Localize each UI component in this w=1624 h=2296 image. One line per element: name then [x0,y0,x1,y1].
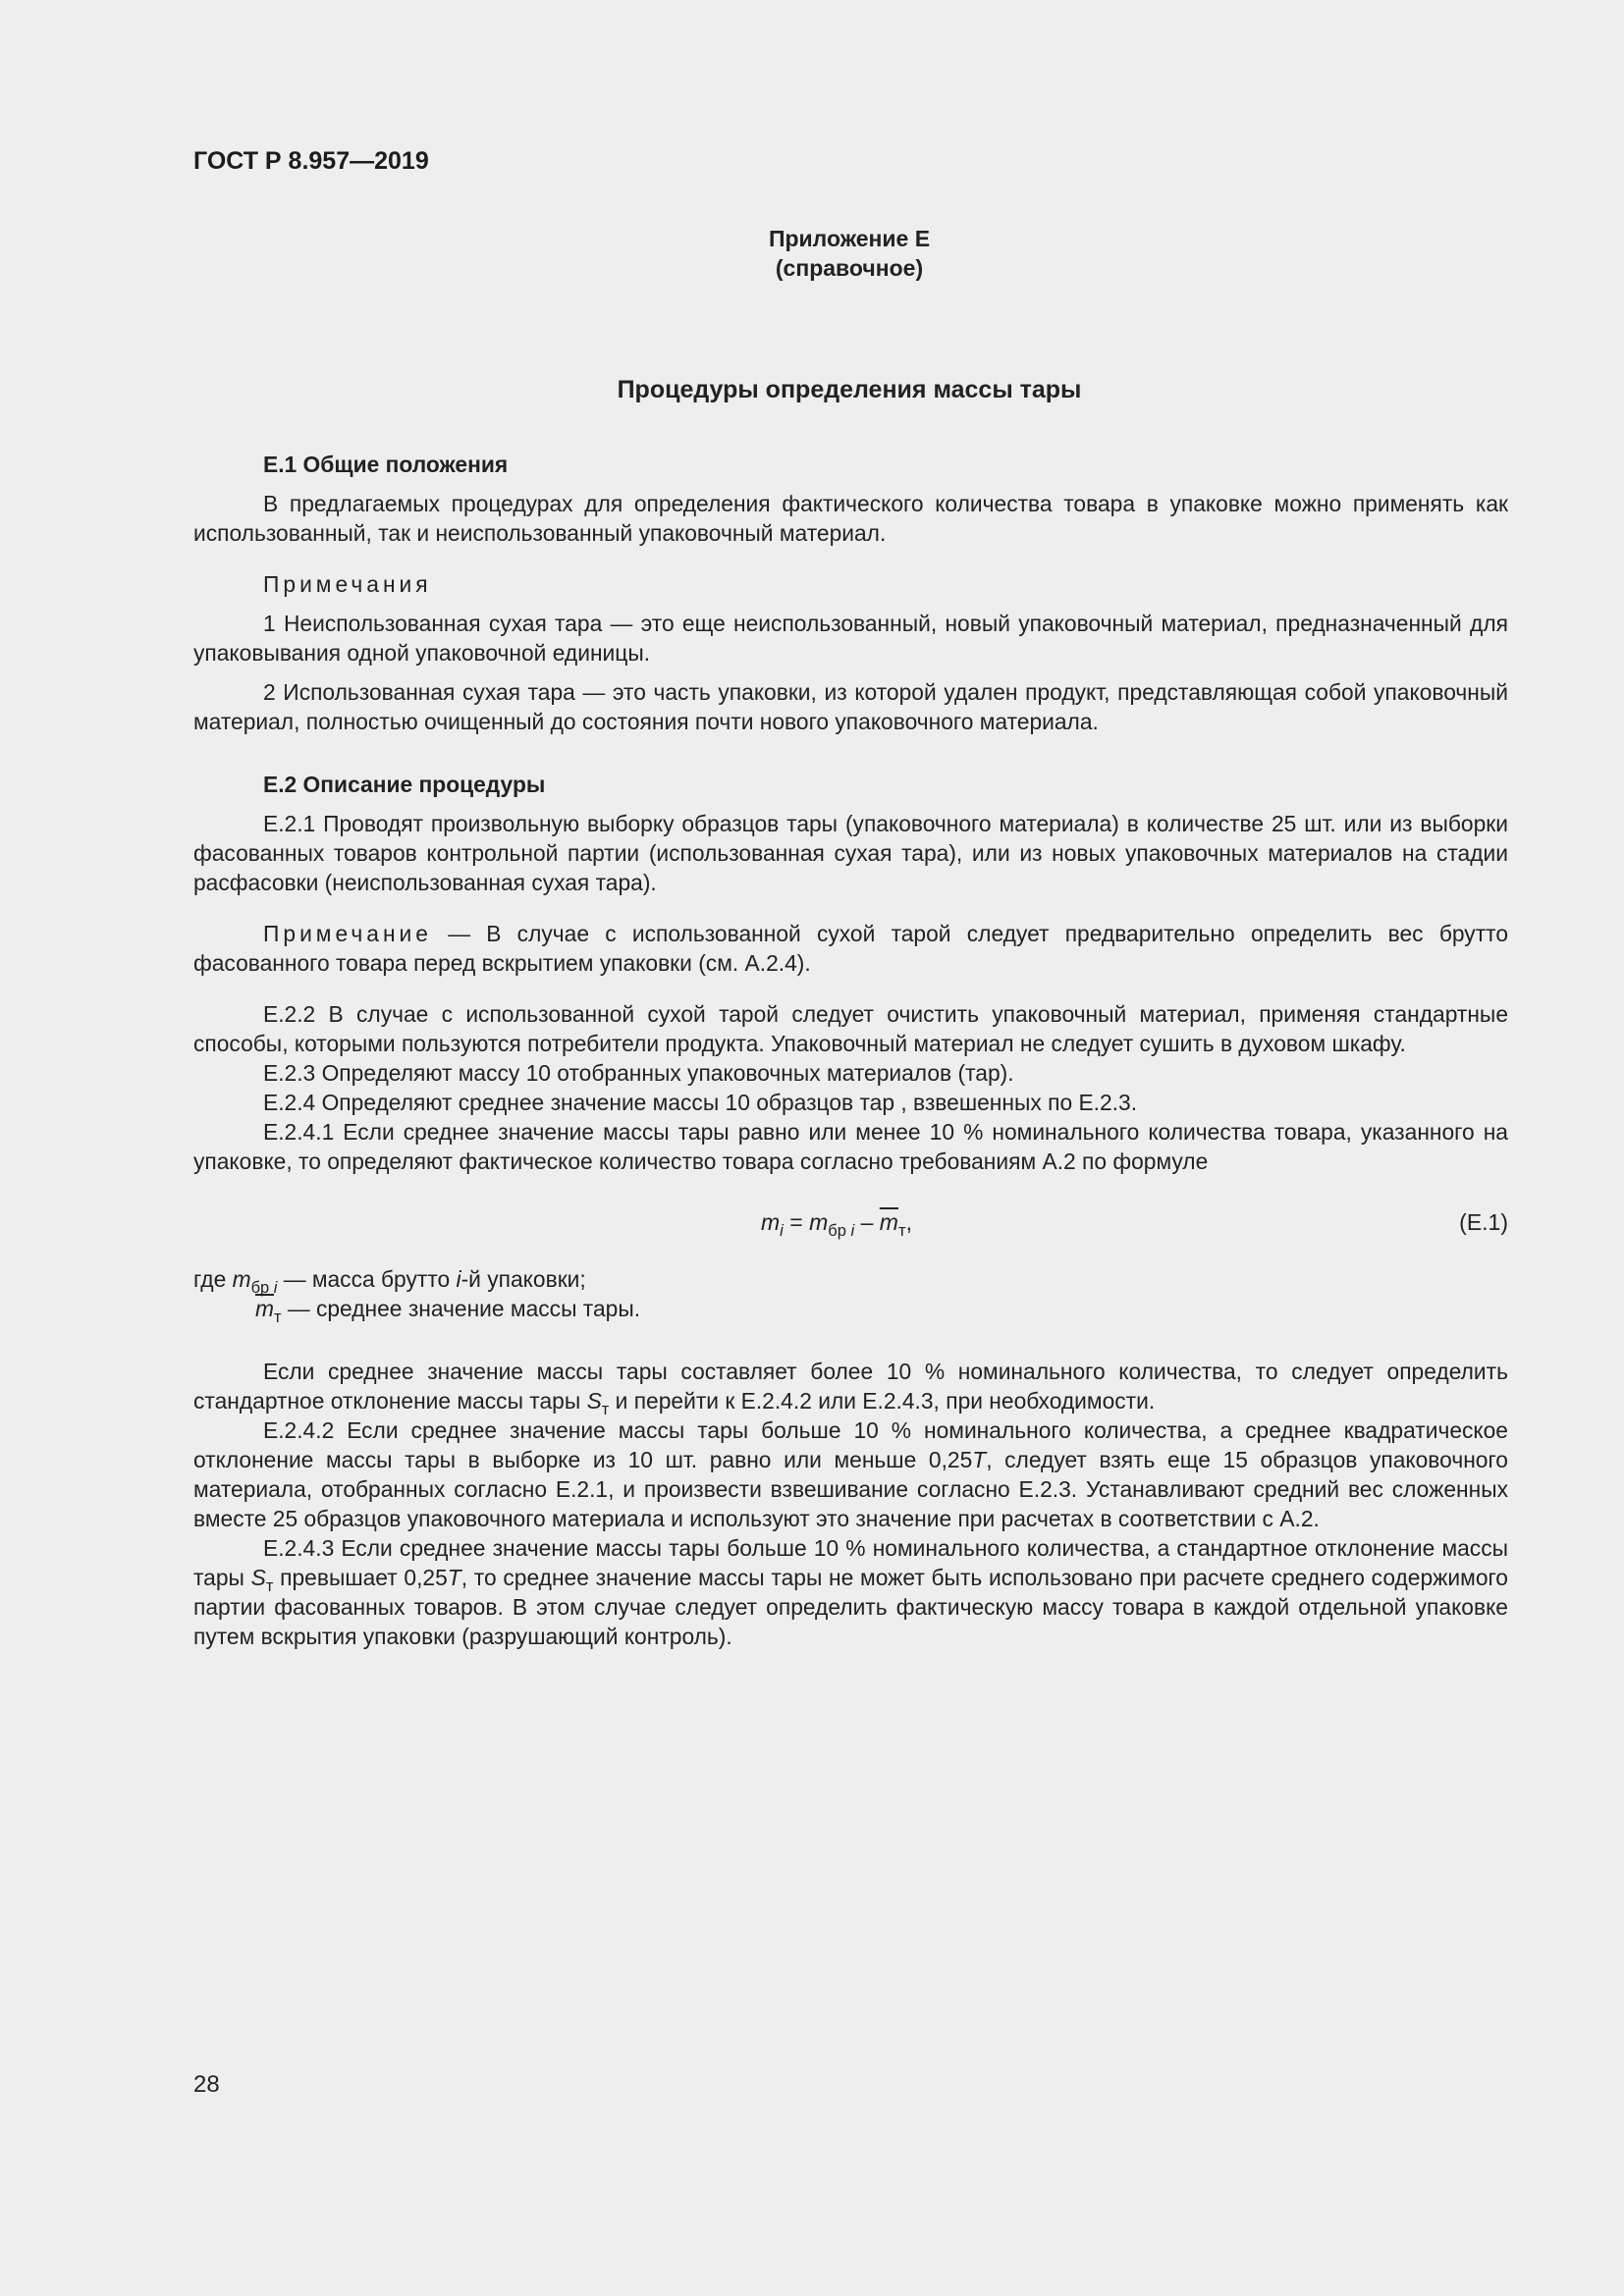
document-body [193,450,1508,1651]
standard-header: ГОСТ Р 8.957—2019 [193,147,429,175]
annex-heading [0,224,1624,283]
paragraph-e1: В предлагаемых процедурах для определения фактического количества товара в упаковке можно применять как использованный, так и неиспользованный упаковочный материал. [193,491,1508,546]
document-title-text: Процедуры определения массы тары [617,376,1082,403]
note-2: 2 Использованная сухая тара — это часть упаковки, из которой удален продукт, представляющая собой упаковочный материал, полностью очищенный до состояния почти нового упаковочного материала. [193,679,1508,734]
paragraph-e2-4-3: Е.2.4.3 Если среднее значение массы тары больше 10 % номинального количества, а стандартное отклонение массы тары $S_т$ превышает 0,25T, то среднее значение массы тары не может быть использовано при расчете среднего содержимого партии фасованных товаров. В этом случае следует определить фактическую массу товара в каждой отдельной упаковке путем вскрытия упаковки (разрушающий контроль). [193,1535,1508,1649]
note-1: 1 Неиспользованная сухая тара — это еще неиспользованный, новый упаковочный материал, предназначенный для упаковывания одной упаковочной единицы. [193,611,1508,666]
paragraph-e2-4-2: Е.2.4.2 Если среднее значение массы тары больше 10 % номинального количества, а среднее квадратическое отклонение массы тары в выборке из 10 шт. равно или меньше 0,25T, следует взять еще 15 образцов упаковочного материала, отобранных согласно Е.2.1, и произвести взвешивание согласно Е.2.3. Устанавливают средний вес сложенных вместе 25 образцов упаковочного материала и используют это значение при расчетах в соответствии с А.2. [193,1417,1508,1531]
annex-title: Приложение Е [768,226,931,251]
annex-status: (справочное) [775,255,924,281]
note-e2 [193,919,1508,978]
paragraph-e2-1: Е.2.1 Проводят произвольную выборку образцов тары (упаковочного материала) в количестве 25 шт. или из выборки фасованных товаров контрольной партии (использованная сухая тара), или из новых упаковочных материалов на стадии расфасовки (неиспользованная сухая тара). [193,811,1508,895]
note-text: — В случае с использованной сухой тарой следует предварительно определить вес брутто фасованного товара перед вскрытием упаковки (см. А.2.4). [193,921,1508,976]
page-number: 28 [193,2071,220,2098]
paragraph-e2-4-1: Е.2.4.1 Если среднее значение массы тары равно или менее 10 % номинального количества товара, указанного на упаковке, то определяют фактическое количество товара согласно требованиям А.2 по формуле [193,1119,1508,1174]
section-heading-e1: Е.1 Общие положения [263,452,509,477]
formula-number: (Е.1) [1459,1209,1508,1235]
formula-e1 [193,1203,1508,1243]
section-heading-e2: Е.2 Описание процедуры [263,772,546,797]
where-line-1: где $m_{бр i}$ — масса брутто i-й упаковки; [193,1266,586,1297]
paragraph-e2-2: Е.2.2 В случае с использованной сухой тарой следует очистить упаковочный материал, применяя стандартные способы, которыми пользуются потребители продукта. Упаковочный материал не следует сушить в духовом шкафу. [193,1001,1508,1056]
paragraph-after-formula: Если среднее значение массы тары составляет более 10 % номинального количества, то следует определить стандартное отклонение массы тары $S_т$ и перейти к Е.2.4.2 или Е.2.4.3, при необходимости. [193,1359,1508,1418]
formula-expression: $m_i = m_{бр i} - \overline{m}_т$, [761,1209,912,1240]
paragraph-e2-4: Е.2.4 Определяют среднее значение массы 10 образцов тар , взвешенных по Е.2.3. [263,1090,1138,1115]
document-title [0,376,1624,404]
where-line-2: $\overline{m}_т$ — среднее значение массы тары. [255,1296,641,1326]
paragraph-e2-3: Е.2.3 Определяют массу 10 отобранных упаковочных материалов (тар). [263,1060,1014,1086]
notes-label: Примечания [263,571,432,597]
note-label: Примечание [263,921,432,946]
